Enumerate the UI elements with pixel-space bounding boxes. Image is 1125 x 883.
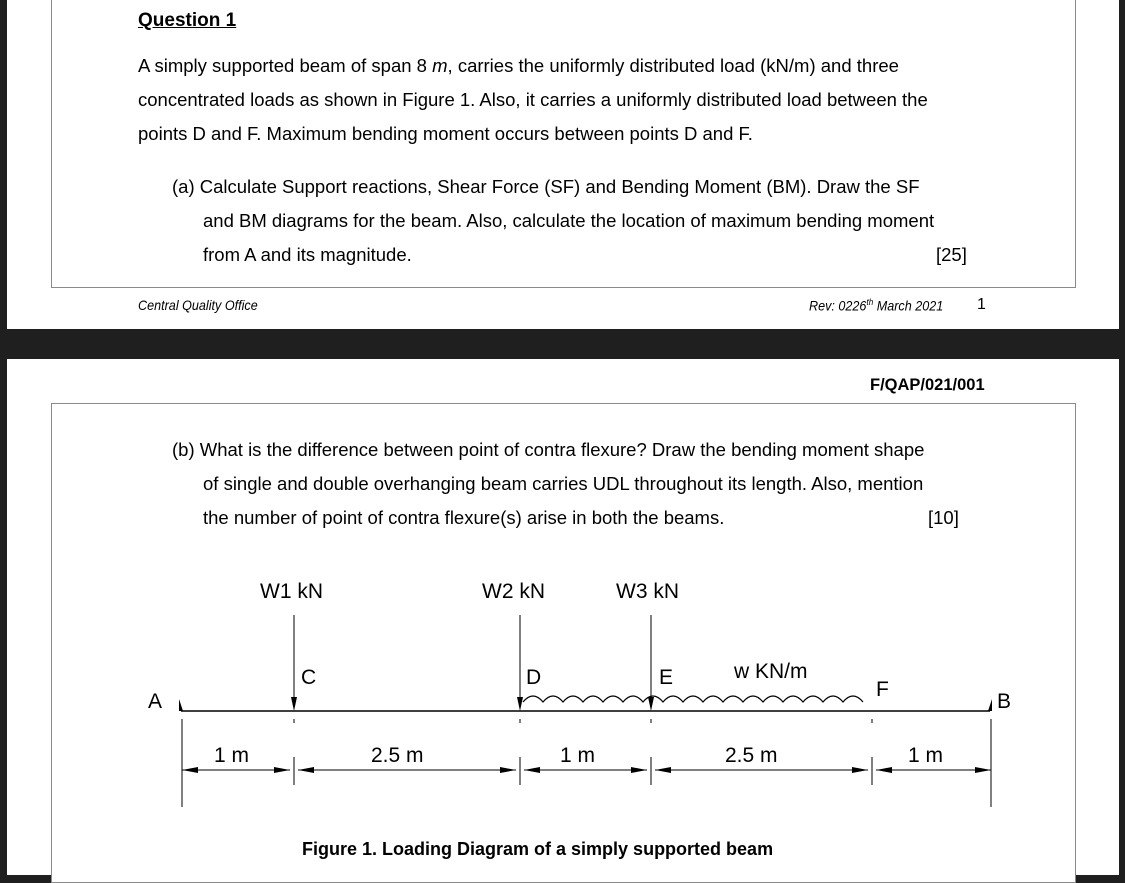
footer-rev-pre: Rev: 0226 (809, 297, 867, 314)
span-label-cd: 2.5 m (371, 744, 424, 767)
part-b-marks: [10] (928, 507, 959, 528)
support-a-marker (179, 699, 183, 711)
span-label-de: 1 m (560, 744, 596, 767)
intro-line-3: points D and F. Maximum bending moment occurs between points D and F. (138, 123, 753, 144)
intro-line-1-post: , carries the uniformly distributed load (kN/m) and three (447, 55, 899, 76)
part-a-line-1: (a) Calculate Support reactions, Shear Force (SF) and Bending Moment (BM). Draw the SF (172, 176, 920, 197)
load-label-w3: W3 kN (616, 580, 679, 603)
load-label-w2: W2 kN (482, 580, 545, 603)
support-b-marker (988, 699, 992, 711)
question-title: Question 1 (138, 10, 237, 31)
page-1 (7, 0, 1119, 329)
document-number: F/QAP/021/001 (870, 376, 985, 394)
intro-line-1-unit: m (432, 55, 448, 76)
span-label-fb: 1 m (908, 744, 944, 767)
point-label-b: B (997, 690, 1012, 713)
footer-revision (809, 297, 943, 314)
intro-line-2: concentrated loads as shown in Figure 1. Also, it carries a uniformly distributed load between the (138, 89, 928, 110)
load-arrow-d (517, 697, 523, 711)
beam-diagram (7, 359, 1119, 875)
load-arrow-c (291, 697, 297, 711)
footer-rev-post: March 2021 (873, 297, 944, 314)
part-b-line-3: the number of point of contra flexure(s) arise in both the beams. (203, 507, 725, 528)
part-b-line-1: (b) What is the difference between point of contra flexure? Draw the bending moment shape (172, 439, 925, 460)
part-a-marks: [25] (936, 244, 967, 265)
footer-office: Central Quality Office (138, 297, 258, 313)
udl-scallops (523, 696, 863, 702)
load-arrow-e (648, 697, 654, 711)
page-number: 1 (977, 296, 986, 313)
span-label-ac: 1 m (214, 744, 250, 767)
point-label-e: E (659, 666, 674, 689)
part-b-line-2: of single and double overhanging beam carries UDL throughout its length. Also, mention (203, 473, 924, 494)
point-label-d: D (526, 666, 542, 689)
span-label-ef: 2.5 m (725, 744, 778, 767)
intro-line-1 (138, 49, 899, 83)
intro-line-1-pre: A simply supported beam of span 8 (138, 55, 433, 76)
point-label-f: F (876, 678, 889, 701)
part-a-line-2: and BM diagrams for the beam. Also, calculate the location of maximum bending moment (203, 210, 935, 231)
point-label-a: A (148, 690, 163, 713)
point-label-c: C (301, 666, 317, 689)
footer-rev-sup: th (866, 297, 874, 307)
load-label-w1: W1 kN (260, 580, 323, 603)
part-a-line-3: from A and its magnitude. (203, 244, 412, 265)
udl-label: w KN/m (734, 660, 808, 683)
page-2 (7, 359, 1119, 875)
figure-caption: Figure 1. Loading Diagram of a simply supported beam (302, 839, 774, 859)
